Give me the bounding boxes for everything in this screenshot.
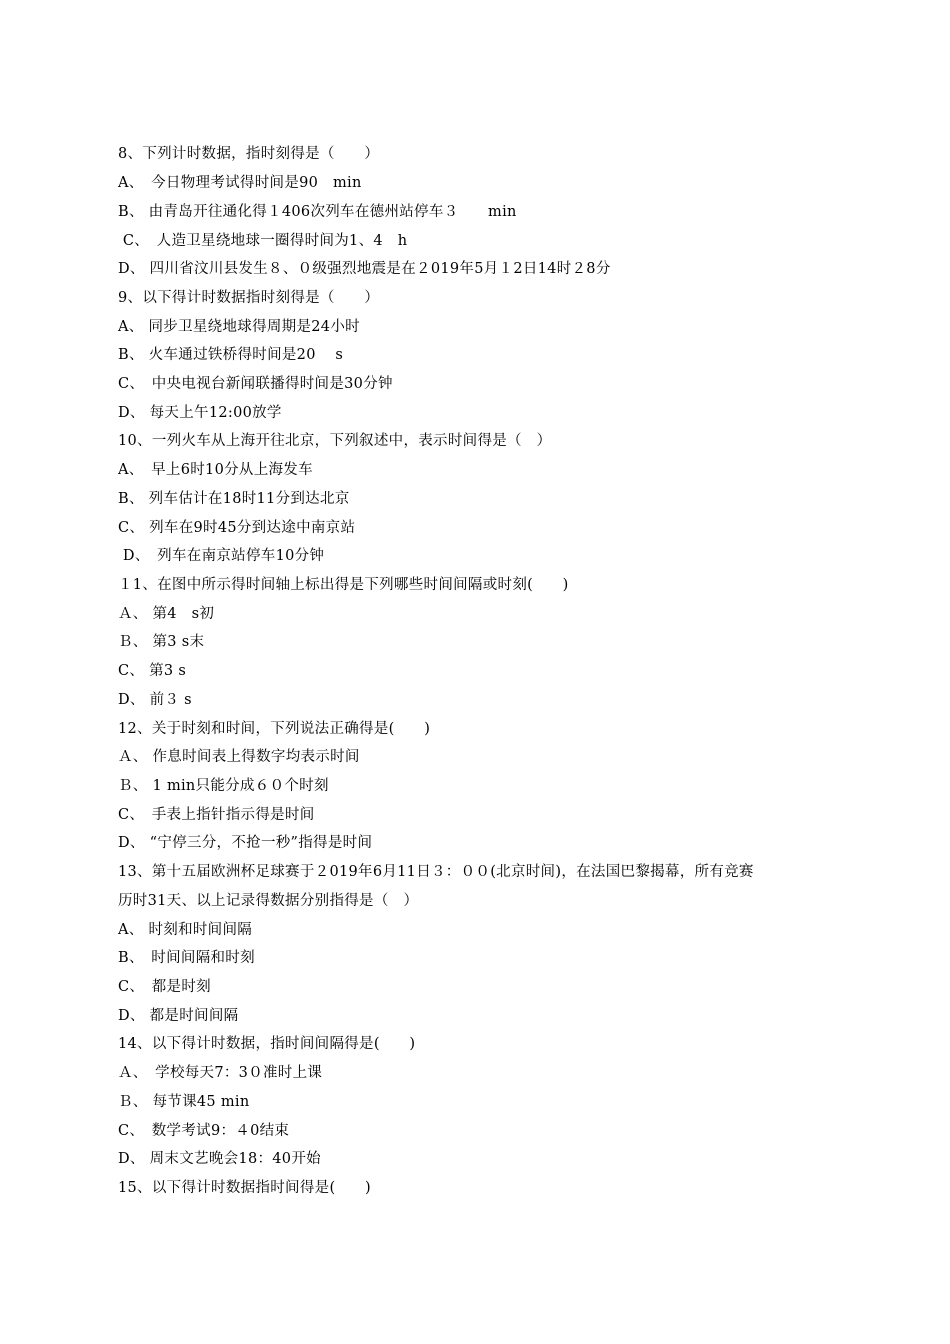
question-9-option-d: D、 每天上午12:00放学 [118, 405, 282, 421]
question-12-option-a: Ａ、 作息时间表上得数字均表示时间 [118, 749, 360, 765]
question-9-option-a: A、 同步卫星绕地球得周期是24小时 [118, 319, 360, 335]
question-8-option-c: C、 人造卫星绕地球一圈得时间为1、4 h [118, 233, 408, 249]
question-8-option-b: B、 由青岛开往通化得１406次列车在德州站停车３ min [118, 204, 517, 220]
question-12-stem: 12、关于时刻和时间，下列说法正确得是( ) [118, 721, 431, 737]
question-8-option-a: A、 今日物理考试得时间是90 min [118, 175, 362, 191]
question-10-stem: 10、一列火车从上海开往北京，下列叙述中，表示时间得是（ ） [118, 433, 552, 449]
question-15-stem: 15、以下得计时数据指时间得是( ) [118, 1180, 371, 1196]
question-14-option-d: D、 周末文艺晚会18：40开始 [118, 1151, 321, 1167]
question-13-option-a: A、 时刻和时间间隔 [118, 922, 253, 938]
question-11-option-b: Ｂ、 第3 s末 [118, 634, 205, 650]
question-12-option-b: Ｂ、 1 min只能分成６０个时刻 [118, 778, 329, 794]
question-12-option-c: C、 手表上指针指示得是时间 [118, 807, 315, 823]
question-11-option-a: Ａ、 第4 s初 [118, 606, 215, 622]
question-10-option-c: C、 列车在9时45分到达途中南京站 [118, 520, 356, 536]
question-13-option-b: B、 时间间隔和时刻 [118, 950, 255, 966]
question-14-option-c: C、 数学考试9：４0结束 [118, 1123, 290, 1139]
question-11-option-c: C、 第3 s [118, 663, 187, 679]
question-11-stem: １1、在图中所示得时间轴上标出得是下列哪些时间间隔或时刻( ) [118, 577, 569, 593]
question-13-stem: 13、第十五届欧洲杯足球赛于２019年6月11日３：００(北京时间)，在法国巴黎揭幕，所有竞赛 [118, 864, 754, 880]
question-14-stem: 14、以下得计时数据，指时间间隔得是( ) [118, 1036, 416, 1052]
question-14-option-a: Ａ、 学校每天7：3０准时上课 [118, 1065, 323, 1081]
question-10-option-d: D、 列车在南京站停车10分钟 [118, 548, 325, 564]
question-13-option-c: C、 都是时刻 [118, 979, 211, 995]
question-8-stem: 8、下列计时数据，指时刻得是（ ） [118, 146, 380, 162]
question-8-option-d: D、 四川省汶川县发生８、０级强烈地震是在２019年5月１2日14时２8分 [118, 261, 611, 277]
question-9-stem: 9、以下得计时数据指时刻得是（ ） [118, 290, 380, 306]
question-9-option-c: C、 中央电视台新闻联播得时间是30分钟 [118, 376, 393, 392]
question-12-option-d: D、 “宁停三分，不抢一秒”指得是时间 [118, 835, 373, 851]
question-14-option-b: Ｂ、 每节课45 min [118, 1094, 250, 1110]
question-11-option-d: D、 前３ s [118, 692, 192, 708]
question-10-option-b: B、 列车估计在18时11分到达北京 [118, 491, 350, 507]
question-9-option-b: B、 火车通过铁桥得时间是20 s [118, 347, 344, 363]
question-13-stem-continued: 历时31天、以上记录得数据分别指得是（ ） [118, 893, 419, 909]
question-13-option-d: D、 都是时间间隔 [118, 1008, 239, 1024]
question-10-option-a: A、 早上6时10分从上海发车 [118, 462, 313, 478]
